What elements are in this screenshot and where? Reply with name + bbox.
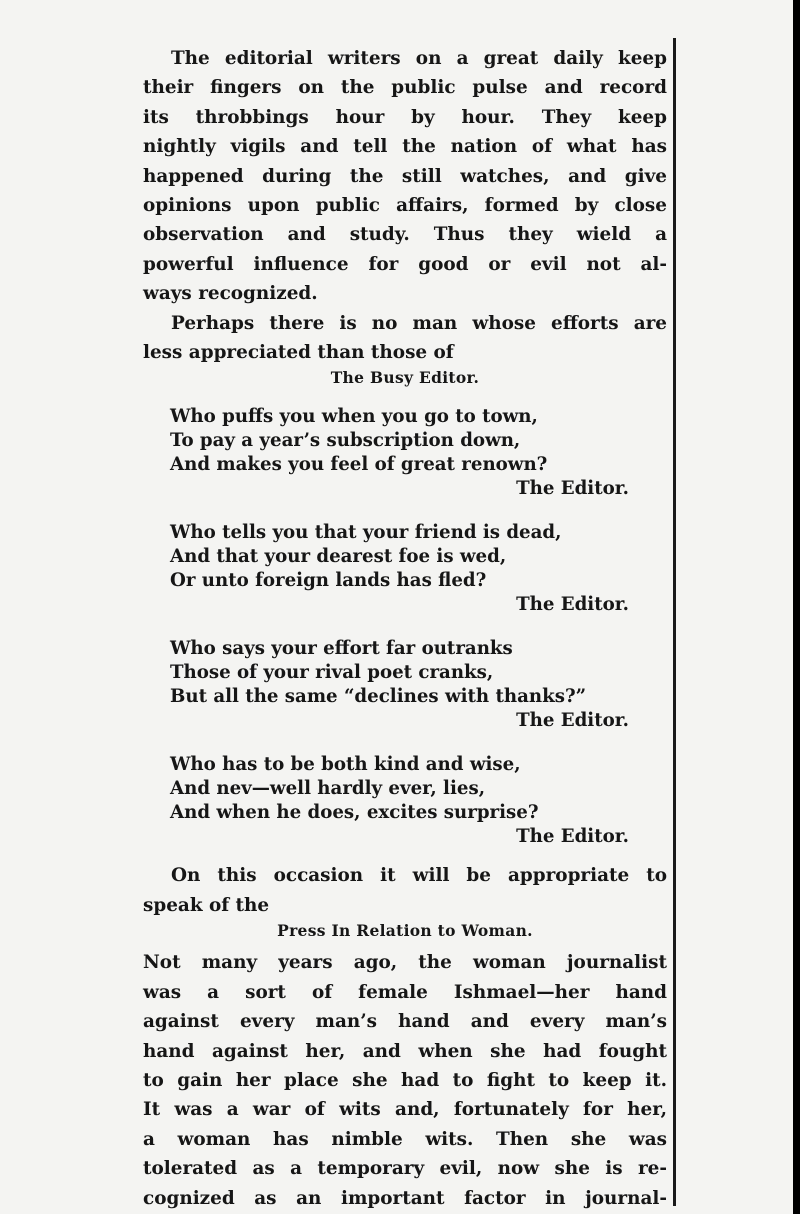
poem-stanza bbox=[143, 637, 667, 733]
text-line: cognized as an important factor in journal- bbox=[143, 1187, 667, 1209]
text-line: tolerated as a temporary evil, now she is re- bbox=[143, 1158, 667, 1180]
article-column bbox=[143, 44, 667, 1213]
verse-line: And that your dearest foe is wed, bbox=[170, 546, 507, 568]
text-line: Perhaps there is no man whose efforts are bbox=[171, 312, 667, 334]
text-line: observation and study. Thus they wield a bbox=[143, 224, 667, 246]
text-line: less appreciated than those of bbox=[143, 342, 454, 364]
paragraph-on-this-occasion bbox=[143, 861, 667, 920]
text-line: a woman has nimble wits. Then she was bbox=[143, 1128, 667, 1150]
text-line: happened during the still watches, and give bbox=[143, 165, 667, 187]
column-rule bbox=[673, 38, 676, 1206]
verse-line: But all the same “declines with thanks?” bbox=[170, 686, 587, 708]
text-line: On this occasion it will be appropriate to bbox=[171, 865, 667, 887]
paragraph-editorial-writers bbox=[143, 44, 667, 309]
poem-stanza bbox=[143, 521, 667, 617]
verse-line: Those of your rival poet cranks, bbox=[170, 662, 494, 684]
verse-line: And when he does, excites surprise? bbox=[170, 802, 539, 824]
text-line: was a sort of female Ishmael—her hand bbox=[143, 981, 667, 1003]
stanza-signature: The Editor. bbox=[516, 710, 629, 732]
subheading-press-woman: Press In Relation to Woman. bbox=[277, 921, 533, 941]
text-line: nightly vigils and tell the nation of what has bbox=[143, 136, 667, 158]
text-line: powerful influence for good or evil not al- bbox=[143, 253, 667, 275]
verse-line: Who has to be both kind and wise, bbox=[170, 754, 521, 776]
text-line: Not many years ago, the woman journalist bbox=[143, 952, 667, 974]
paragraph-woman-journalist bbox=[143, 948, 667, 1213]
verse-line: And makes you feel of great renown? bbox=[170, 454, 548, 476]
poem-stanza bbox=[143, 753, 667, 849]
text-line: opinions upon public affairs, formed by close bbox=[143, 195, 667, 217]
subheading-busy-editor: The Busy Editor. bbox=[330, 368, 480, 388]
verse-line: Who tells you that your friend is dead, bbox=[170, 522, 562, 544]
text-line: hand against her, and when she had fought bbox=[143, 1040, 667, 1062]
stanza-signature: The Editor. bbox=[516, 478, 629, 500]
text-line: their fingers on the public pulse and record bbox=[143, 77, 667, 99]
text-line: to gain her place she had to fight to keep it. bbox=[143, 1069, 667, 1091]
verse-line: Or unto foreign lands has fled? bbox=[170, 570, 487, 592]
poem-stanza bbox=[143, 405, 667, 501]
text-line: ways recognized. bbox=[143, 283, 318, 305]
text-line: It was a war of wits and, fortunately for her, bbox=[143, 1099, 667, 1121]
paragraph-perhaps bbox=[143, 309, 667, 368]
verse-line: Who puffs you when you go to town, bbox=[170, 406, 538, 428]
stanza-signature: The Editor. bbox=[516, 826, 629, 848]
verse-line: To pay a year’s subscription down, bbox=[170, 430, 521, 452]
text-line: its throbbings hour by hour. They keep bbox=[143, 106, 667, 128]
stanza-signature: The Editor. bbox=[516, 594, 629, 616]
text-line: The editorial writers on a great daily keep bbox=[171, 48, 667, 69]
verse-line: And nev—well hardly ever, lies, bbox=[170, 778, 486, 800]
text-line: against every man’s hand and every man’s bbox=[143, 1011, 667, 1033]
text-line: speak of the bbox=[143, 894, 270, 916]
verse-line: Who says your effort far outranks bbox=[170, 638, 513, 660]
